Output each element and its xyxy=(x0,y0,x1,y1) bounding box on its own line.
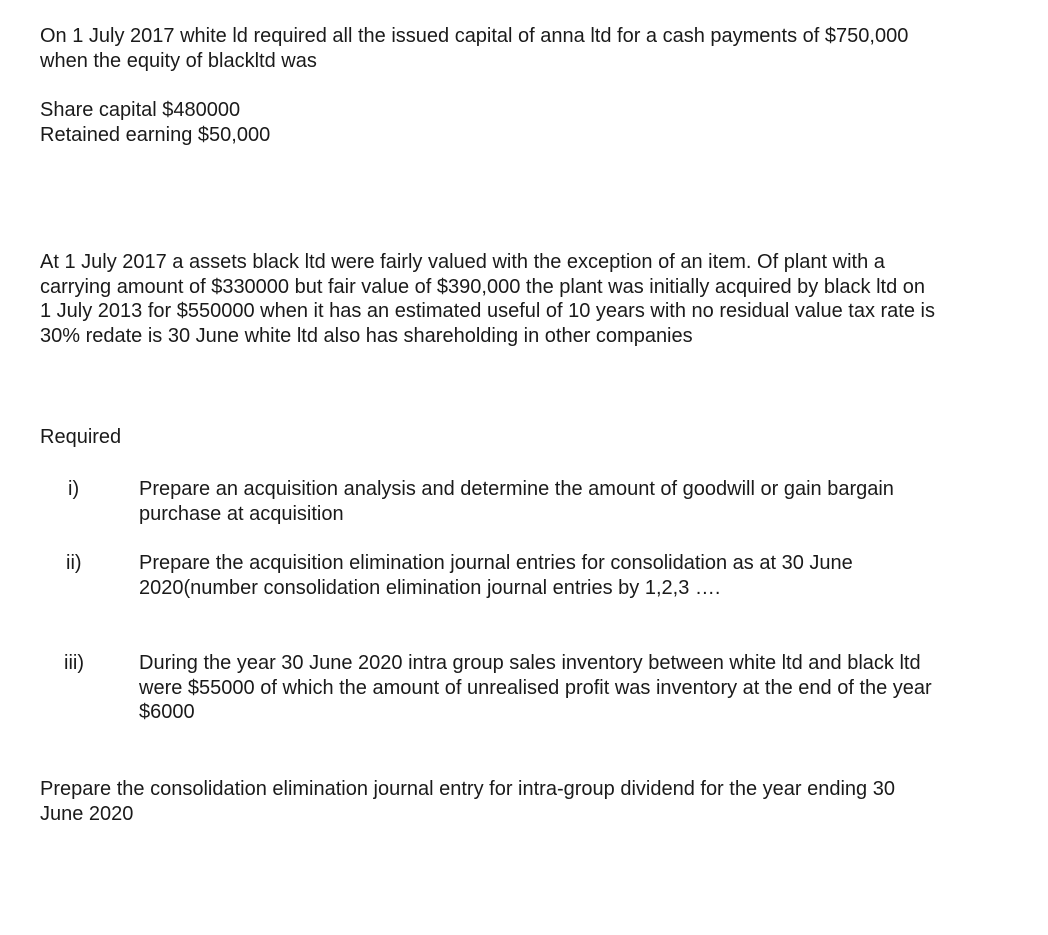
equity-list xyxy=(40,98,270,147)
text-line: when the equity of blackltd was xyxy=(40,49,317,72)
requirement-item xyxy=(139,651,932,725)
text-line: Prepare the consolidation elimination journal entry for intra-group dividend for the year ending 30 xyxy=(40,778,895,800)
final-question xyxy=(40,777,895,826)
requirement-number: i) xyxy=(68,478,80,500)
text-line: During the year 30 June 2020 intra group sales inventory between white ltd and black ltd xyxy=(139,652,921,674)
text-line: carrying amount of $330000 but fair value of $390,000 the plant was initially acquired by black ltd on xyxy=(40,275,925,298)
requirement-number: iii) xyxy=(64,652,84,674)
text-line: $6000 xyxy=(139,701,195,723)
plant-paragraph xyxy=(40,250,935,348)
text-line: On 1 July 2017 white ld required all the issued capital of anna ltd for a cash payments of $750,000 xyxy=(40,25,909,47)
required-heading: Required xyxy=(40,426,122,448)
text-line: 30% redate is 30 June white ltd also has shareholding in other companies xyxy=(40,324,693,347)
text-line: 1 July 2013 for $550000 when it has an estimated useful of 10 years with no residual value tax rate is xyxy=(40,300,935,322)
retained-earnings: Retained earning $50,000 xyxy=(40,123,271,146)
share-capital: Share capital $480000 xyxy=(40,99,241,121)
text-line: were $55000 of which the amount of unrealised profit was inventory at the end of the year xyxy=(139,676,932,699)
requirement-item xyxy=(139,551,853,600)
text-line: At 1 July 2017 a assets black ltd were fairly valued with the exception of an item. Of plant with a xyxy=(40,251,885,273)
requirement-item xyxy=(139,477,894,526)
text-line: Prepare the acquisition elimination journal entries for consolidation as at 30 June xyxy=(139,552,853,574)
text-line: 2020(number consolidation elimination journal entries by 1,2,3 …. xyxy=(139,576,721,599)
intro-paragraph xyxy=(40,24,908,73)
text-line: Prepare an acquisition analysis and determine the amount of goodwill or gain bargain xyxy=(139,478,894,500)
text-line: June 2020 xyxy=(40,802,134,825)
text-line: purchase at acquisition xyxy=(139,502,344,525)
requirement-number: ii) xyxy=(66,552,82,574)
